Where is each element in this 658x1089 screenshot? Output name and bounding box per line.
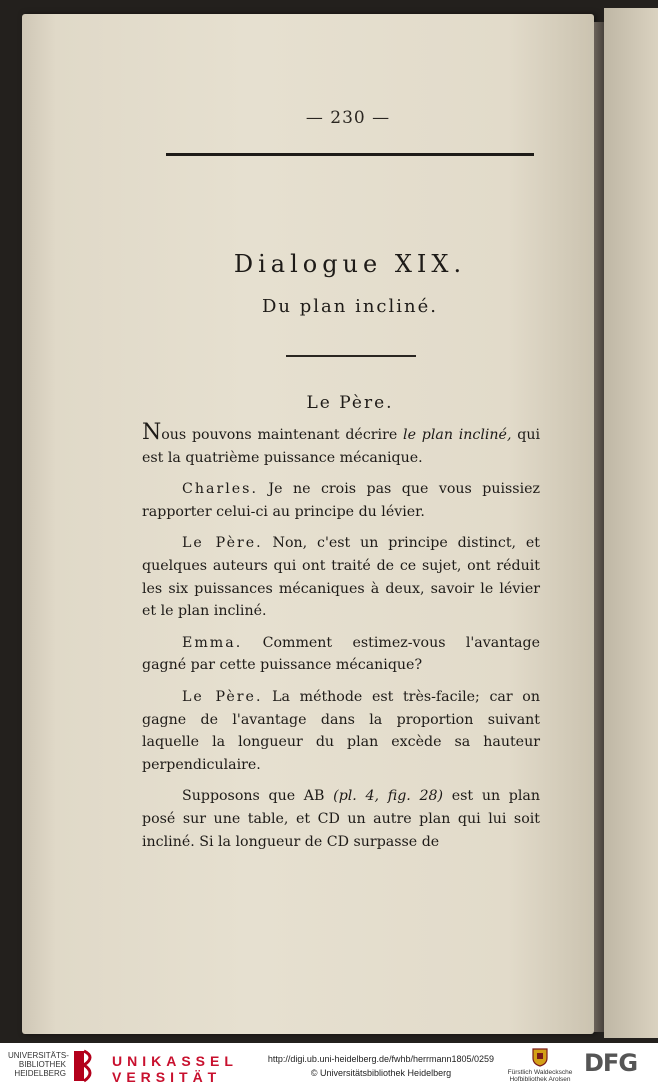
paragraph-2 — [142, 478, 540, 523]
paragraph-6 — [142, 785, 540, 853]
kassel-logo-line2: VERSITÄT — [112, 1069, 222, 1085]
italic-term: le plan incliné, — [403, 427, 512, 443]
speaker-name: Le Père. — [182, 688, 263, 705]
kassel-logo-line1: UNIKASSEL — [112, 1053, 238, 1069]
body-text — [142, 420, 540, 862]
header-rule — [166, 153, 534, 156]
paragraph-3 — [142, 532, 540, 622]
heidelberg-emblem-icon — [70, 1049, 98, 1083]
paragraph-4 — [142, 632, 540, 677]
kassel-university-logo[interactable] — [112, 1053, 238, 1085]
permalink-url[interactable]: http://digi.ub.uni-heidelberg.de/fwhb/herrmann1805/0259 — [267, 1054, 495, 1064]
paragraph-text: La méthode est très-facile; car on gagne de l'avantage dans la proportion suivant laquelle la longueur du plan excède sa hauteur perpendiculaire. — [142, 688, 540, 773]
speaker-name: Charles. — [182, 481, 258, 498]
dialogue-subheading: Du plan incliné. — [262, 296, 438, 317]
dfg-logo[interactable]: DFG — [584, 1049, 638, 1077]
paragraph-text: qui est la quatrième puissance mécanique. — [142, 427, 540, 466]
speaker-name: Emma. — [182, 634, 243, 651]
figure-reference: (pl. 4, fig. 28) — [333, 788, 444, 805]
section-rule — [286, 355, 416, 357]
adjacent-page-edge — [604, 8, 658, 1038]
speaker-name: Le Père. — [182, 535, 263, 552]
paragraph-1 — [142, 420, 540, 469]
paragraph-text: est un plan posé sur une table, et CD un autre plan qui lui soit incliné. Si la longueur de CD surpasse de — [142, 788, 540, 850]
page-number: — 230 — — [305, 108, 391, 128]
arolsen-crest-icon — [532, 1047, 548, 1067]
paragraph-text: Comment estimez-vous l'avantage gagné par cette puissance mécanique? — [142, 634, 540, 674]
heidelberg-library-logo[interactable]: UNIVERSITÄTS- BIBLIOTHEK HEIDELBERG — [8, 1051, 69, 1078]
dialogue-heading: Dialogue XIX. — [233, 250, 467, 278]
viewer-footer — [0, 1043, 658, 1089]
speaker-title: Le Père. — [306, 393, 394, 413]
paragraph-text: Non, c'est un principe distinct, et quelques auteurs qui ont traité de ce sujet, ont réduit les six puissances mécaniques à deux, savoir le lévier et le plan incliné. — [142, 535, 540, 620]
paragraph-text: Supposons que AB — [182, 788, 334, 805]
paragraph-text: ous pouvons maintenant décrire — [161, 427, 404, 443]
paragraph-5 — [142, 686, 540, 776]
footer-url-block — [246, 1052, 516, 1080]
paragraph-text: Je ne crois pas que vous puissiez rapporter celui-ci au principe du lévier. — [142, 481, 540, 520]
copyright-notice: © Universitätsbibliothek Heidelberg — [310, 1068, 452, 1078]
arolsen-library-logo[interactable]: Fürstlich Waldecksche Hofbibliothek Arolsen — [507, 1069, 573, 1083]
drop-cap: N — [142, 420, 162, 445]
